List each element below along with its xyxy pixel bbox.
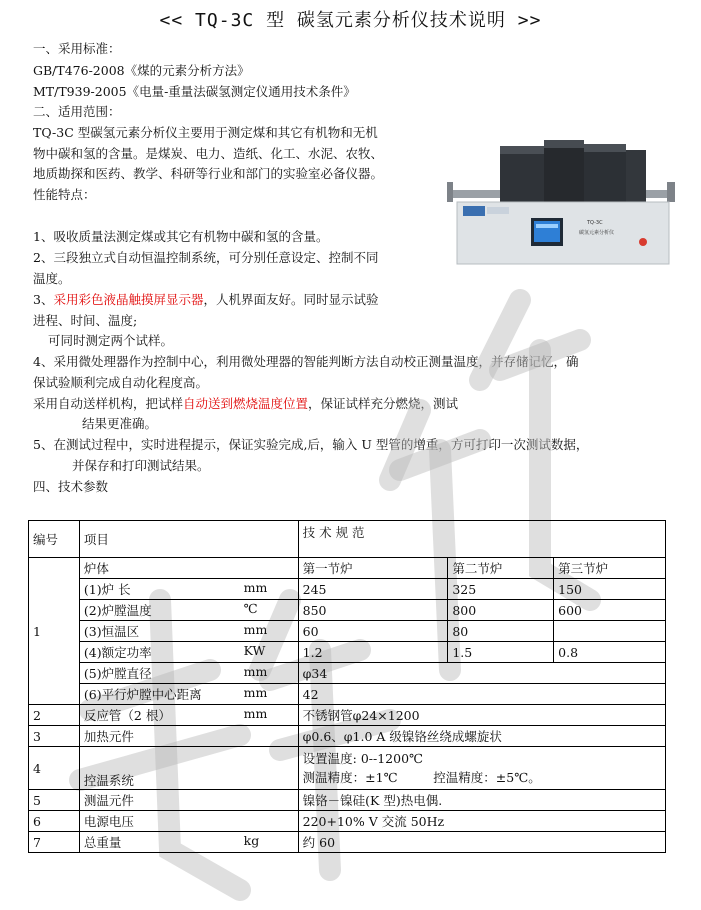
- row-value: 245: [298, 579, 448, 600]
- standard-mt: MT/T939-2005《电量-重量法碳氢测定仪通用技术条件》: [33, 84, 356, 99]
- row-value: 1.5: [448, 642, 554, 663]
- row-value: 60: [298, 621, 448, 642]
- row-value: 150: [554, 579, 666, 600]
- row-item: (5)炉膛直径: [83, 666, 152, 681]
- row-item: 电源电压: [79, 811, 298, 832]
- feature-3-line-1: [33, 291, 378, 309]
- standards-heading: 一、采用标准：: [33, 41, 121, 56]
- feature-5-line-2: 并保存和打印测试结果。: [72, 458, 210, 473]
- section-3-label: 第三节炉: [554, 558, 666, 579]
- table-row: [29, 663, 666, 684]
- feature-1: 1、吸收质量法测定煤或其它有机物中碳和氢的含量。: [33, 229, 329, 244]
- table-row: [29, 747, 666, 790]
- row-item: (6)平行炉膛中心距离: [83, 687, 202, 702]
- analyzer-device-image: [445, 138, 677, 266]
- header-no: 编号: [29, 521, 80, 558]
- feature-3-prefix: 3、: [33, 292, 54, 307]
- row-value: φ0.6、φ1.0 A 级镍铬丝绕成螺旋状: [298, 726, 665, 747]
- table-row: [29, 684, 666, 705]
- row-item: (4)额定功率: [83, 645, 152, 660]
- table-row: [29, 558, 666, 579]
- params-heading: 四、技术参数: [33, 479, 109, 494]
- row-unit: ℃: [243, 601, 258, 616]
- table-row: [29, 790, 666, 811]
- row-item: 加热元件: [79, 726, 298, 747]
- row-value: 不锈钢管φ24×1200: [298, 705, 665, 726]
- table-row: [29, 600, 666, 621]
- row-unit: kg: [243, 833, 260, 848]
- row-no: 2: [29, 705, 80, 726]
- scope-line-2: 物中碳和氢的含量。是煤炭、电力、造纸、化工、水泥、农牧、: [33, 146, 384, 161]
- features-heading: 性能特点：: [33, 187, 96, 202]
- table-row: [29, 726, 666, 747]
- row-value: φ34: [298, 663, 665, 684]
- row-value: 0.8: [554, 642, 666, 663]
- row-item: 总重量: [83, 835, 122, 850]
- row-value: 220+10% V 交流 50Hz: [298, 811, 665, 832]
- scope-line-3: 地质勘探和医药、教学、科研等行业和部门的实验室必备仪器。: [33, 166, 384, 181]
- row-value: 850: [298, 600, 448, 621]
- row-value: 325: [448, 579, 554, 600]
- row-item: 测温元件: [79, 790, 298, 811]
- row-item: (2)炉膛温度: [83, 603, 152, 618]
- feature-3-line-3: 可同时测定两个试样。: [48, 333, 174, 348]
- table-header-row: [29, 521, 666, 558]
- auto-feed-rest: ，保证试样充分燃烧，测试: [308, 396, 459, 411]
- device-model-label: TQ-3C: [587, 220, 603, 226]
- row-value: [554, 621, 666, 642]
- row-item: 控温系统: [79, 747, 298, 790]
- row-unit: mm: [243, 685, 268, 700]
- row-value: 约 60: [298, 832, 665, 853]
- auto-feed-prefix: 采用自动送样机构，把试样: [33, 396, 184, 411]
- header-spec: 技 术 规 范: [298, 521, 665, 558]
- row-value: 800: [448, 600, 554, 621]
- device-name-label: 碳氢元素分析仪: [579, 230, 615, 236]
- row-value-accuracy: 测温精度：±1℃ 控温精度：±5℃。: [302, 770, 541, 785]
- table-row: [29, 579, 666, 600]
- row-no: 1: [29, 558, 80, 705]
- row-no: 5: [29, 790, 80, 811]
- feature-auto-feed-line-1: [33, 395, 458, 413]
- table-row: [29, 811, 666, 832]
- row-unit: KW: [243, 643, 266, 658]
- feature-3-line-2: 进程、时间、温度;: [33, 313, 138, 328]
- feature-4-line-1: 4、采用微处理器作为控制中心，利用微处理器的智能判断方法自动校正测量温度，并存储记忆，确: [33, 354, 579, 369]
- row-unit: mm: [243, 580, 268, 595]
- feature-2-line-1: 2、三段独立式自动恒温控制系统，可分别任意设定、控制不同: [33, 250, 379, 265]
- row-value: 42: [298, 684, 665, 705]
- section-1-label: 第一节炉: [298, 558, 448, 579]
- row-item: (3)恒温区: [83, 624, 140, 639]
- row-value-setting: 设置温度: 0--1200℃: [302, 751, 424, 766]
- feature-2-line-2: 温度。: [33, 271, 71, 286]
- standard-gb: GB/T476-2008《煤的元素分析方法》: [33, 63, 250, 78]
- feature-5-line-1: 5、在测试过程中，实时进程提示，保证实验完成,后，输入 U 型管的增重，方可打印一次测试数据，: [33, 437, 589, 452]
- document-title: << TQ-3C 型 碳氢元素分析仪技术说明 >>: [159, 10, 542, 31]
- row-value: 80: [448, 621, 554, 642]
- table-row: [29, 832, 666, 853]
- row-unit: mm: [243, 622, 268, 637]
- spec-table: [28, 520, 666, 853]
- table-row: [29, 705, 666, 726]
- row-no: 3: [29, 726, 80, 747]
- feature-3-highlight: 采用彩色液晶触摸屏显示器: [53, 292, 204, 307]
- auto-feed-highlight: 自动送到燃烧温度位置: [183, 396, 309, 411]
- row-item: 反应管（2 根）: [83, 708, 171, 723]
- feature-3-rest: ，人机界面友好。同时显示试验: [203, 292, 379, 307]
- row-unit: mm: [243, 664, 268, 679]
- row-item: (1)炉 长: [83, 582, 131, 597]
- row-unit: mm: [243, 706, 268, 721]
- row-no: 6: [29, 811, 80, 832]
- feature-auto-feed-line-2: 结果更准确。: [82, 416, 158, 431]
- table-row: [29, 621, 666, 642]
- row-no: 4: [29, 747, 80, 790]
- row-value: 镍铬－镍硅(K 型)热电偶.: [298, 790, 665, 811]
- section-2-label: 第二节炉: [448, 558, 554, 579]
- table-row: [29, 642, 666, 663]
- scope-line-1: TQ-3C 型碳氢元素分析仪主要用于测定煤和其它有机物和无机: [33, 125, 378, 140]
- row-value: 600: [554, 600, 666, 621]
- row-value: 1.2: [298, 642, 448, 663]
- header-item: 项目: [79, 521, 298, 558]
- feature-4-line-2: 保试验顺利完成自动化程度高。: [33, 375, 209, 390]
- row-no: 7: [29, 832, 80, 853]
- row-item: 炉体: [79, 558, 298, 579]
- scope-heading: 二、适用范围：: [33, 104, 121, 119]
